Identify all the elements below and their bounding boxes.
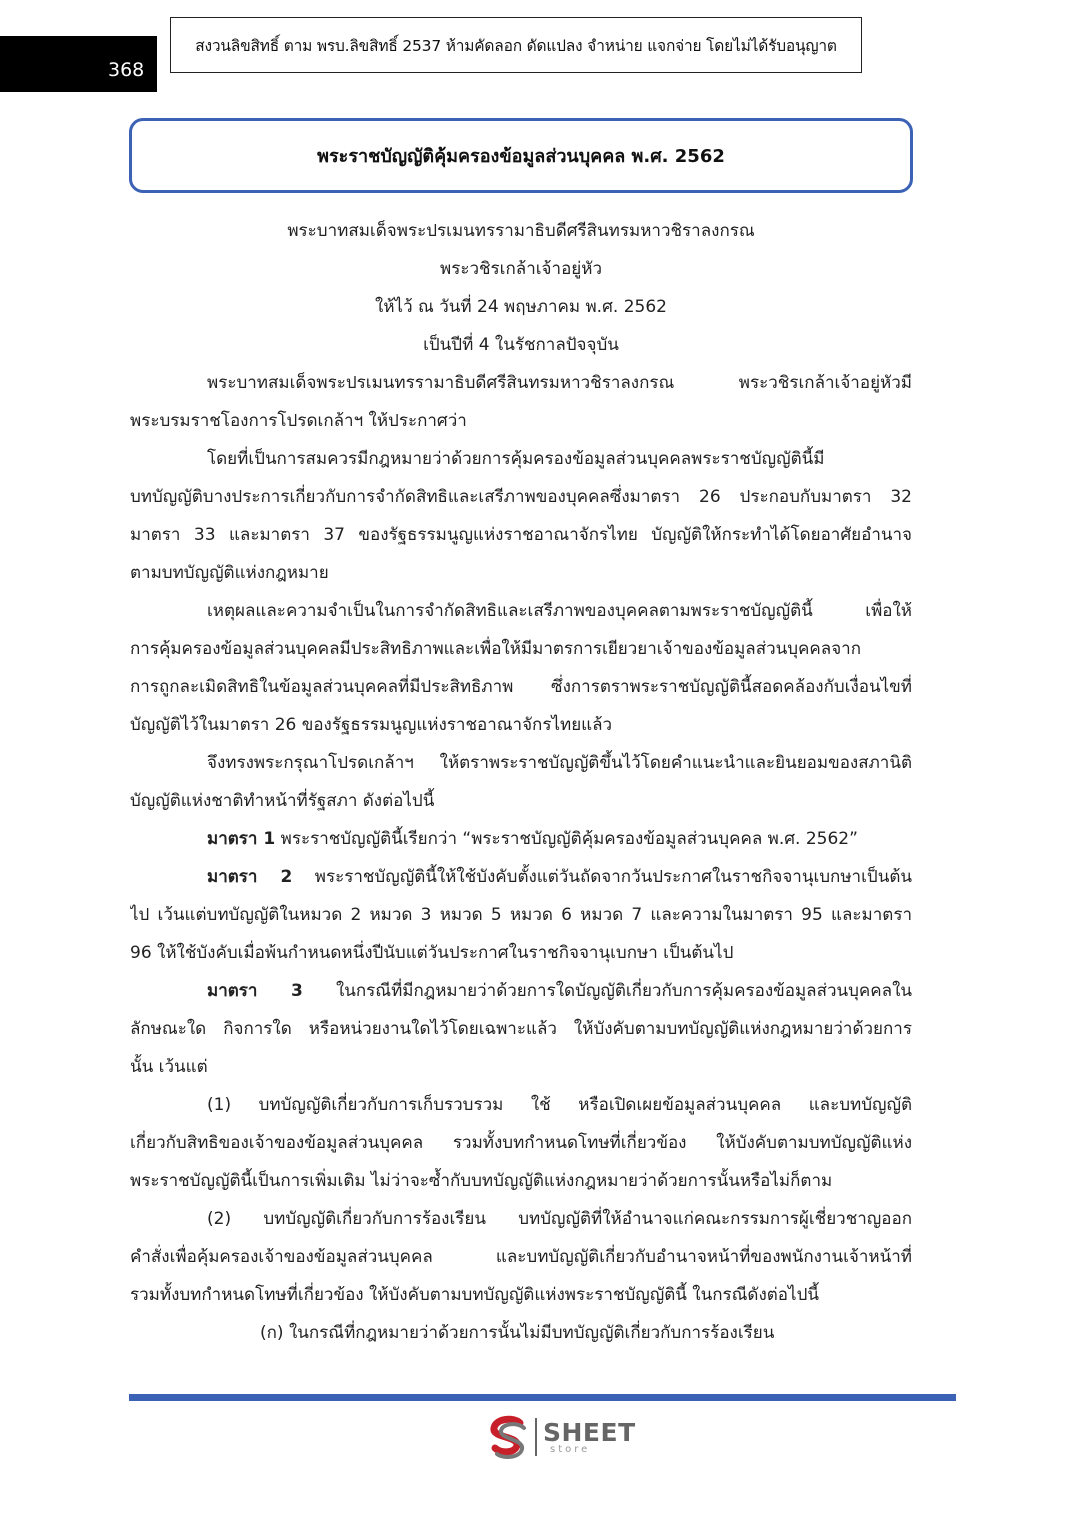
section-text: ในกรณีที่มีกฎหมายว่าด้วยการใดบัญญัติเกี่ยวกับการคุ้มครองข้อมูลส่วนบุคคลใน: [302, 981, 912, 1001]
paragraph-line: คำสั่งเพื่อคุ้มครองเจ้าของข้อมูลส่วนบุคคล และบทบัญญัติเกี่ยวกับอำนาจหน้าที่ของพนักงานเจ้าหน้าที่: [130, 1247, 912, 1267]
reign-year-line: เป็นปีที่ 4 ในรัชกาลปัจจุบัน: [423, 335, 619, 355]
copyright-notice-box: [170, 17, 862, 73]
logo-subtext: store: [550, 1444, 591, 1455]
paragraph-line: พระบรมราชโองการโปรดเกล้าฯ ให้ประกาศว่า: [130, 411, 467, 431]
section-text: พระราชบัญญัตินี้ให้ใช้บังคับตั้งแต่วันถัดจากวันประกาศในราชกิจจานุเบกษาเป็นต้น: [292, 867, 912, 887]
paragraph-line: เหตุผลและความจำเป็นในการจำกัดสิทธิและเสรีภาพของบุคคลตามพระราชบัญญัตินี้ เพื่อให้: [207, 601, 912, 621]
paragraph-line: บทบัญญัติบางประการเกี่ยวกับการจำกัดสิทธิและเสรีภาพของบุคคลซึ่งมาตรา 26 ประกอบกับมาตรา 32: [130, 487, 912, 507]
paragraph-line: รวมทั้งบทกำหนดโทษที่เกี่ยวข้อง ให้บังคับตามบทบัญญัติแห่งพระราชบัญญัตินี้ ในกรณีดังต่อไปนี้: [130, 1285, 819, 1305]
list-item-1-line: (1) บทบัญญัติเกี่ยวกับการเก็บรวบรวม ใช้ หรือเปิดเผยข้อมูลส่วนบุคคล และบทบัญญัติ: [207, 1095, 912, 1115]
section-2-line: [130, 858, 912, 896]
paragraph-line: การคุ้มครองข้อมูลส่วนบุคคลมีประสิทธิภาพและเพื่อให้มีมาตรการเยียวยาเจ้าของข้อมูลส่วนบุคคลจาก: [130, 639, 862, 659]
section-3-line: [130, 972, 912, 1010]
document-title: พระราชบัญญัติคุ้มครองข้อมูลส่วนบุคคล พ.ศ. 2562: [317, 146, 725, 167]
paragraph-line: บัญญัติไว้ในมาตรา 26 ของรัฐธรรมนูญแห่งราชอาณาจักรไทยแล้ว: [130, 715, 613, 735]
royal-title-line: พระวชิรเกล้าเจ้าอยู่หัว: [440, 259, 602, 279]
section-1-line: [130, 820, 912, 858]
sheet-store-logo: [484, 1414, 644, 1462]
date-given-line: ให้ไว้ ณ วันที่ 24 พฤษภาคม พ.ศ. 2562: [375, 297, 667, 317]
paragraph-line: ไป เว้นแต่บทบัญญัติในหมวด 2 หมวด 3 หมวด 5 หมวด 6 หมวด 7 และความในมาตรา 95 และมาตรา: [130, 905, 912, 925]
paragraph-line: ลักษณะใด กิจการใด หรือหน่วยงานใดไว้โดยเฉพาะแล้ว ให้บังคับตามบทบัญญัติแห่งกฎหมายว่าด้วยการ: [130, 1019, 912, 1039]
paragraph-line: พระราชบัญญัตินี้เป็นการเพิ่มเติม ไม่ว่าจะซ้ำกับบทบัญญัติแห่งกฎหมายว่าด้วยการนั้นหรือไม่ก็ตาม: [130, 1171, 833, 1191]
royal-name-line: พระบาทสมเด็จพระปรเมนทรรามาธิบดีศรีสินทรมหาวชิราลงกรณ: [287, 221, 755, 241]
paragraph-line: บัญญัติแห่งชาติทำหน้าที่รัฐสภา ดังต่อไปนี้: [130, 791, 435, 811]
section-text: พระราชบัญญัตินี้เรียกว่า “พระราชบัญญัติคุ้มครองข้อมูลส่วนบุคคล พ.ศ. 2562”: [275, 829, 858, 849]
title-box: [129, 118, 913, 193]
paragraph-line: 96 ให้ใช้บังคับเมื่อพ้นกำหนดหนึ่งปีนับแต่วันประกาศในราชกิจจานุเบกษา เป็นต้นไป: [130, 943, 734, 963]
section-label: มาตรา 3: [207, 981, 303, 1001]
paragraph-line: นั้น เว้นแต่: [130, 1057, 208, 1077]
paragraph-line: มาตรา 33 และมาตรา 37 ของรัฐธรรมนูญแห่งราชอาณาจักรไทย บัญญัติให้กระทำได้โดยอาศัยอำนาจ: [130, 525, 912, 545]
paragraph-line: เกี่ยวกับสิทธิของเจ้าของข้อมูลส่วนบุคคล รวมทั้งบทกำหนดโทษที่เกี่ยวข้อง ให้บังคับตามบทบัญญัติแห่ง: [130, 1133, 912, 1153]
paragraph-line: การถูกละเมิดสิทธิในข้อมูลส่วนบุคคลที่มีประสิทธิภาพ ซึ่งการตราพระราชบัญญัตินี้สอดคล้องกับเงื่อนไขที่: [130, 677, 912, 697]
logo-divider: [535, 1418, 537, 1456]
footer-divider: [129, 1394, 956, 1401]
paragraph-line: ตามบทบัญญัติแห่งกฎหมาย: [130, 563, 329, 583]
document-body: [130, 212, 912, 1352]
paragraph-line: โดยที่เป็นการสมควรมีกฎหมายว่าด้วยการคุ้มครองข้อมูลส่วนบุคคลพระราชบัญญัตินี้มี: [207, 449, 825, 469]
section-label: มาตรา 2: [207, 867, 293, 887]
logo-s-mark-icon: [484, 1414, 532, 1462]
sub-item-a-line: (ก) ในกรณีที่กฎหมายว่าด้วยการนั้นไม่มีบทบัญญัติเกี่ยวกับการร้องเรียน: [260, 1323, 775, 1343]
paragraph-line: พระบาทสมเด็จพระปรเมนทรรามาธิบดีศรีสินทรมหาวชิราลงกรณ พระวชิรเกล้าเจ้าอยู่หัวมี: [207, 373, 912, 393]
paragraph-line: จึงทรงพระกรุณาโปรดเกล้าฯ ให้ตราพระราชบัญญัติขึ้นไว้โดยคำแนะนำและยินยอมของสภานิติ: [207, 753, 912, 773]
page-number: 368: [108, 59, 145, 81]
section-label: มาตรา 1: [207, 829, 276, 849]
list-item-2-line: (2) บทบัญญัติเกี่ยวกับการร้องเรียน บทบัญญัติที่ให้อำนาจแก่คณะกรรมการผู้เชี่ยวชาญออก: [207, 1209, 912, 1229]
logo-wordmark: SHEET: [543, 1418, 636, 1447]
copyright-notice: สงวนลิขสิทธิ์ ตาม พรบ.ลิขสิทธิ์ 2537 ห้ามคัดลอก ดัดแปลง จำหน่าย แจกจ่าย โดยไม่ได้รับอนุญาต: [195, 36, 837, 55]
